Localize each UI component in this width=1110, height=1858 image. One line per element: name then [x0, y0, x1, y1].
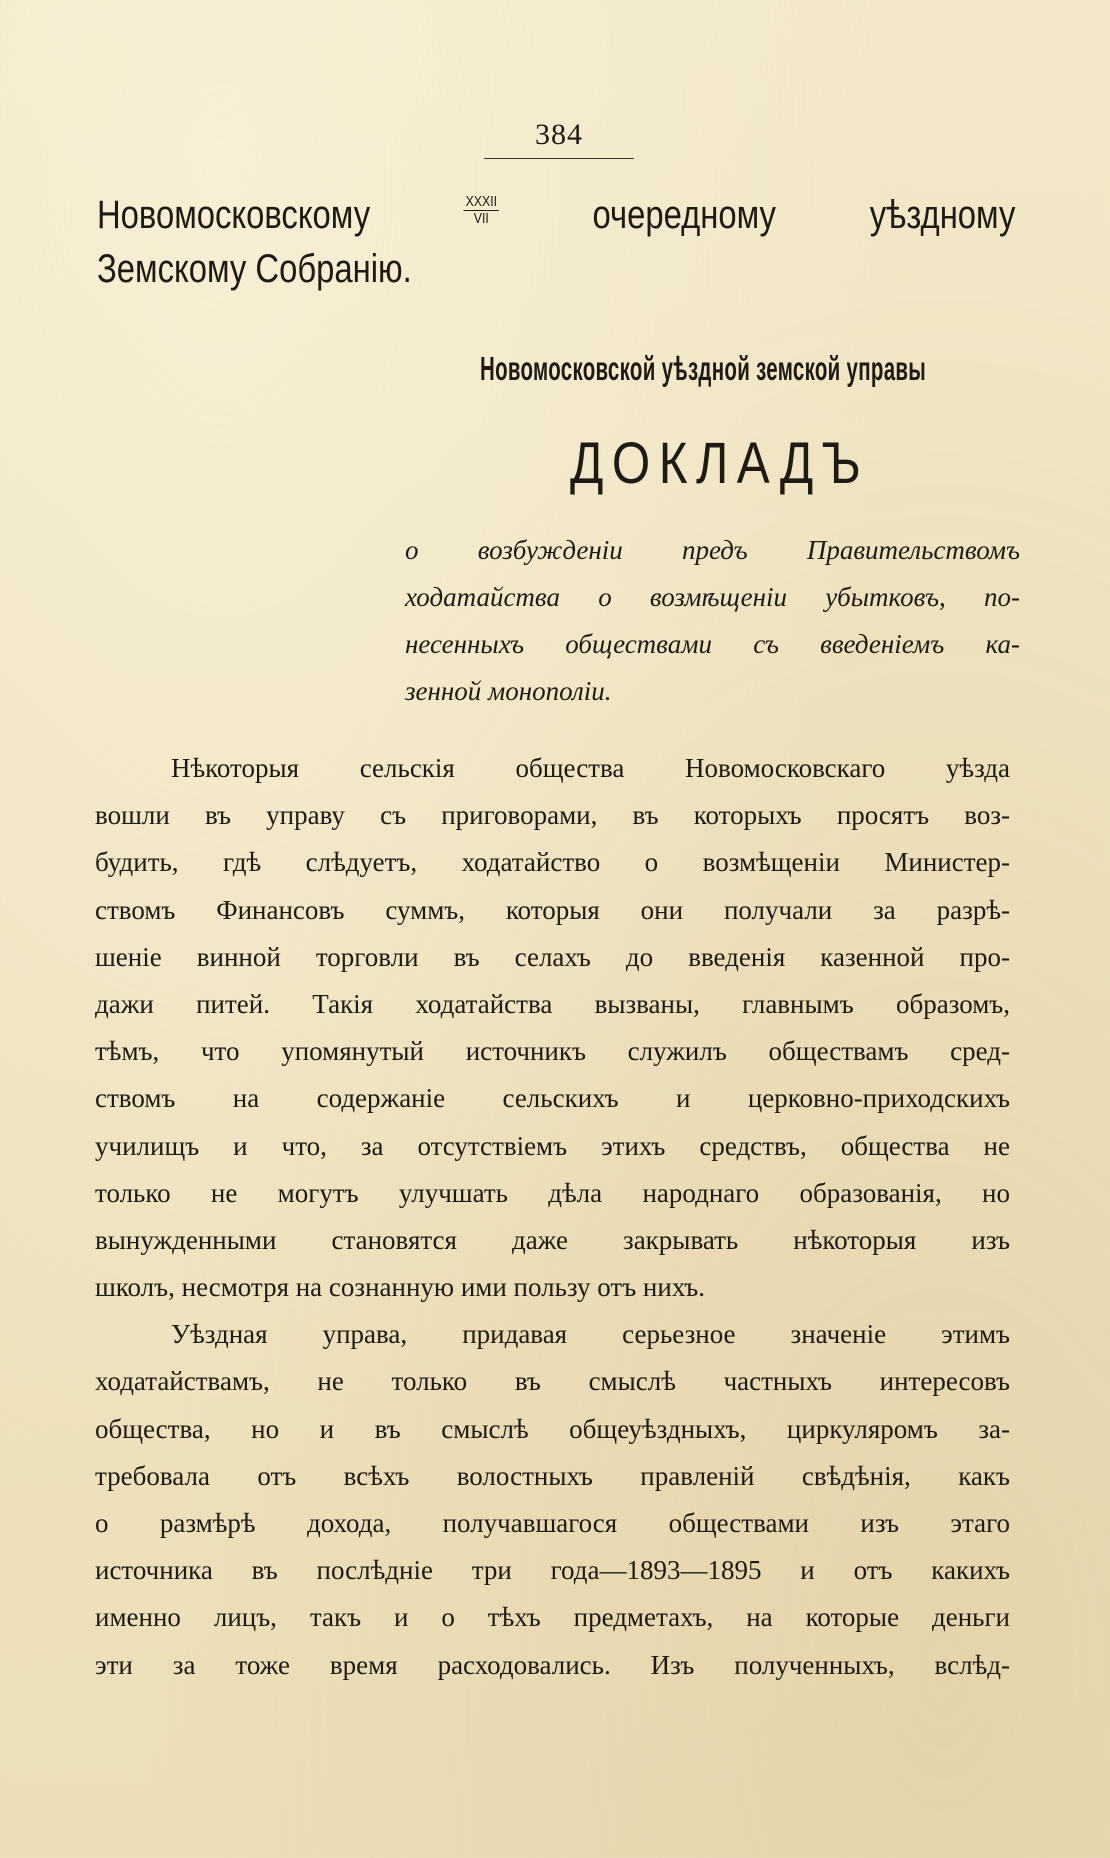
fraction-numerator: XXXII [465, 193, 498, 210]
addressee-heading-line-2: Земскому Собранію. [97, 247, 412, 291]
subject-line: несенныхъ обществами съ введеніемъ ка- [405, 629, 1020, 659]
body-line: будить, гдѣ слѣдуетъ, ходатайство о возмѣщеніи Министер- [95, 847, 1010, 878]
body-line: о размѣрѣ дохода, получавшагося обществами изъ этаго [95, 1508, 1010, 1538]
addressee-heading [97, 188, 1016, 296]
subject-line: о возбужденіи предъ Правительствомъ [405, 535, 1020, 565]
body-line: ствомъ на содержаніе сельскихъ и церковно-приходскихъ [95, 1083, 1010, 1114]
paragraph-1 [95, 745, 1010, 1311]
body-line: Уѣздная управа, придавая серьезное значеніе этимъ [171, 1319, 1010, 1350]
body-line: общества, но и въ смыслѣ общеуѣздныхъ, циркуляромъ за- [95, 1413, 1010, 1444]
document-title: ДОКЛАДЪ [570, 431, 870, 496]
body-line: училищъ и что, за отсутствіемъ этихъ средствъ, общества не [95, 1130, 1010, 1161]
subject-line: зенной монополіи. [405, 676, 612, 706]
body-line: вынужденными становятся даже закрывать нѣкоторыя изъ [95, 1224, 1010, 1255]
body-line: школъ, несмотря на сознанную ими пользу отъ нихъ. [95, 1272, 706, 1303]
body-line: эти за тоже время расходовались. Изъ полученныхъ, вслѣд- [95, 1649, 1010, 1680]
subject-line: ходатайства о возмѣщеніи убытковъ, по- [405, 582, 1020, 612]
body-line: требовала отъ всѣхъ волостныхъ правленій свѣдѣнія, какъ [95, 1460, 1010, 1491]
body-line: тѣмъ, что упомянутый источникъ служилъ обществамъ сред- [95, 1036, 1010, 1067]
fraction-denominator: VII [473, 210, 489, 227]
body-line: ходатайствамъ, не только въ смыслѣ частныхъ интересовъ [95, 1366, 1010, 1397]
body-line: шеніе винной торговли въ селахъ до введенія казенной про- [95, 941, 1010, 972]
heading-word-3: уѣздному [869, 193, 1016, 237]
report-body [95, 745, 1010, 1689]
page-number: 384 [535, 118, 583, 151]
body-line: источника въ послѣдніе три года—1893—1895 и отъ какихъ [95, 1555, 1010, 1586]
body-line: вошли въ управу съ приговорами, въ которыхъ просятъ воз- [95, 800, 1010, 831]
body-line: дажи питей. Такія ходатайства вызваны, главнымъ образомъ, [95, 988, 1010, 1019]
paragraph-2 [95, 1311, 1010, 1689]
heading-word-1: Новомосковскому [97, 193, 371, 237]
report-subject [405, 527, 1020, 715]
heading-word-2: очередному [592, 193, 776, 237]
session-number-fraction [464, 194, 499, 227]
issuer-subheading: Новомосковской уѣздной земской управы [480, 350, 927, 387]
body-line: только не могутъ улучшать дѣла народнаго образованія, но [95, 1177, 1010, 1208]
page-number-rule [484, 158, 634, 159]
addressee-heading-line-1 [97, 188, 1015, 242]
body-line: ствомъ Финансовъ суммъ, которыя они получали за разрѣ- [95, 894, 1010, 925]
body-line: именно лицъ, такъ и о тѣхъ предметахъ, на которые деньги [95, 1602, 1010, 1633]
body-line: Нѣкоторыя сельскія общества Новомосковскаго уѣзда [171, 753, 1010, 783]
